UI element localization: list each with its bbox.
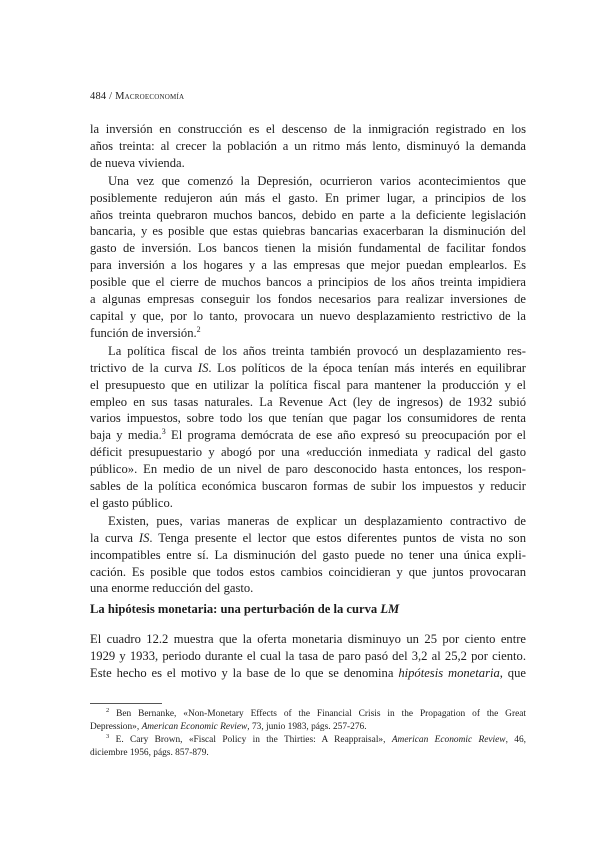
- paragraph: [90, 343, 526, 512]
- paragraph: [90, 121, 526, 172]
- text-line: incompatibles entre sí. La disminución del gasto puede no tener una única expli-: [90, 547, 526, 562]
- text-fragment: El programa demócrata de ese año expresó su preocupación por el: [165, 428, 526, 443]
- text-line: empleo en sus tasas naturales. La Revenue Act (ley de ingresos) de 1932 subió: [90, 394, 526, 409]
- section-heading: [90, 602, 399, 617]
- footnote-line: [90, 734, 526, 747]
- footnotes: [90, 708, 526, 760]
- section-heading-italic: LM: [380, 602, 400, 616]
- text-line: público». En medio de un nivel de paro desconocido hasta entonces, los respon-: [90, 462, 526, 477]
- header-separator: /: [106, 91, 116, 102]
- text-fragment: , que: [499, 666, 526, 681]
- running-header: [90, 91, 184, 102]
- text-line: años treinta quebraron muchos bancos, debido en parte a la deficiente legislación: [90, 207, 526, 222]
- journal-title: American Economic Review: [391, 735, 506, 745]
- text-line: el gasto público.: [90, 495, 173, 510]
- footnote-text: , 73, junio 1983, págs. 257-276.: [247, 722, 367, 732]
- page-number: 484: [90, 91, 107, 102]
- text-line: La política fiscal de los años treinta también provocó un desplazamiento res-: [108, 343, 526, 358]
- text-line: Una vez que comenzó la Depresión, ocurrieron varios acontecimientos que: [108, 173, 526, 188]
- footnote-number: 2: [106, 707, 110, 714]
- footnote-ref[interactable]: 3: [161, 427, 166, 437]
- footnote-text: Ben Bernanke, «Non-Monetary Effects of the Financial Crisis in the Propagation of the Great: [109, 709, 526, 719]
- text-line: la inversión en construcción es el descenso de la inmigración registrado en los: [90, 122, 526, 136]
- journal-title: American Economic Review: [141, 722, 248, 732]
- section-body: [90, 631, 526, 683]
- footnote-line: diciembre 1956, págs. 857-879.: [90, 748, 209, 758]
- footnote-number: 3: [106, 733, 110, 740]
- text-line: varios impuestos, sobre todo los que tenían que pagar los consumidores de renta: [90, 411, 526, 426]
- text-line: de nueva vivienda.: [90, 155, 185, 170]
- text-line: trictivo de la curva IS. Los políticos de la época tenían más interés en equilibrar: [90, 360, 526, 375]
- footnote-line: [90, 708, 526, 721]
- emphasis-term: hipótesis monetaria: [398, 666, 500, 681]
- footnote-text: E. Cary Brown, «Fiscal Policy in the Thirties: A Reappraisal»,: [109, 735, 392, 745]
- text-line: El cuadro 12.2 muestra que la oferta monetaria disminuyo un 25 por ciento entre: [90, 632, 526, 646]
- text-line: bancaria, y es posible que estas quiebras bancarias exacerbaran la disminución del: [90, 224, 526, 239]
- text-fragment: baja y media.: [90, 428, 162, 443]
- text-line: posiblemente redujeron aún más el gasto. En primer lugar, a principios de los: [90, 190, 526, 205]
- paragraph: [90, 173, 526, 342]
- text-line: posible que el cierre de muchos bancos a principios de los años treinta impidiera: [90, 275, 526, 290]
- footnote-ref[interactable]: 2: [196, 324, 201, 334]
- text-line: sables de la política económica buscaron formas de subir los impuestos y reducir: [90, 479, 526, 494]
- section-heading-text: La hipótesis monetaria: una perturbación de la curva: [90, 602, 381, 616]
- footnote-line: [90, 721, 526, 734]
- text-line: Existen, pues, varias maneras de explicar un desplazamiento contractivo de: [108, 513, 526, 528]
- text-line: gasto de inversión. Los bancos tienen la misión fundamental de facilitar fondos: [90, 241, 526, 256]
- text-line: una enorme reducción del gasto.: [90, 581, 254, 596]
- text-line: años treinta: al crecer la población a un ritmo más lento, disminuyó la demanda: [90, 138, 526, 153]
- text-line: la curva IS. Tenga presente el lector que estos diferentes puntos de vista no son: [90, 530, 526, 545]
- text-line: para inversión a los hogares y a las empresas que mejor puedan emplearlos. Es: [90, 258, 526, 273]
- main-text: [90, 121, 526, 598]
- curve-is-term: IS: [197, 360, 209, 375]
- text-line: [90, 325, 526, 342]
- footnote-text: Depression»,: [90, 722, 142, 732]
- text-line: capital y que, por lo tanto, provocara un nuevo desplazamiento restrictivo de la: [90, 308, 526, 323]
- text-line: déficit presupuestario y abogó por una «reducción inmediata y radical del gasto: [90, 445, 526, 460]
- text-line: 1929 y 1933, periodo durante el cual la tasa de paro pasó del 3,2 al 25,2 por ciento.: [90, 649, 526, 664]
- text-line: a algunas empresas conseguir los fondos necesarios para realizar inversiones de: [90, 292, 526, 307]
- paragraph: [90, 513, 526, 598]
- footnote-text: , 46,: [505, 735, 526, 745]
- text-line: el presupuesto que en utilizar la política fiscal para mantener la producción y el: [90, 377, 526, 392]
- text-line: cación. Es posible que todos estos cambios coincidieran y que juntos provocaran: [90, 564, 526, 579]
- text-line: [90, 665, 526, 682]
- text-fragment: función de inversión.: [90, 325, 197, 340]
- text-line: [90, 427, 526, 444]
- footnote-divider: [90, 703, 162, 704]
- text-fragment: Este hecho es el motivo y la base de lo que se denomina: [90, 666, 399, 681]
- running-title: Macroeconomía: [115, 91, 185, 102]
- curve-is-term: IS: [138, 530, 150, 545]
